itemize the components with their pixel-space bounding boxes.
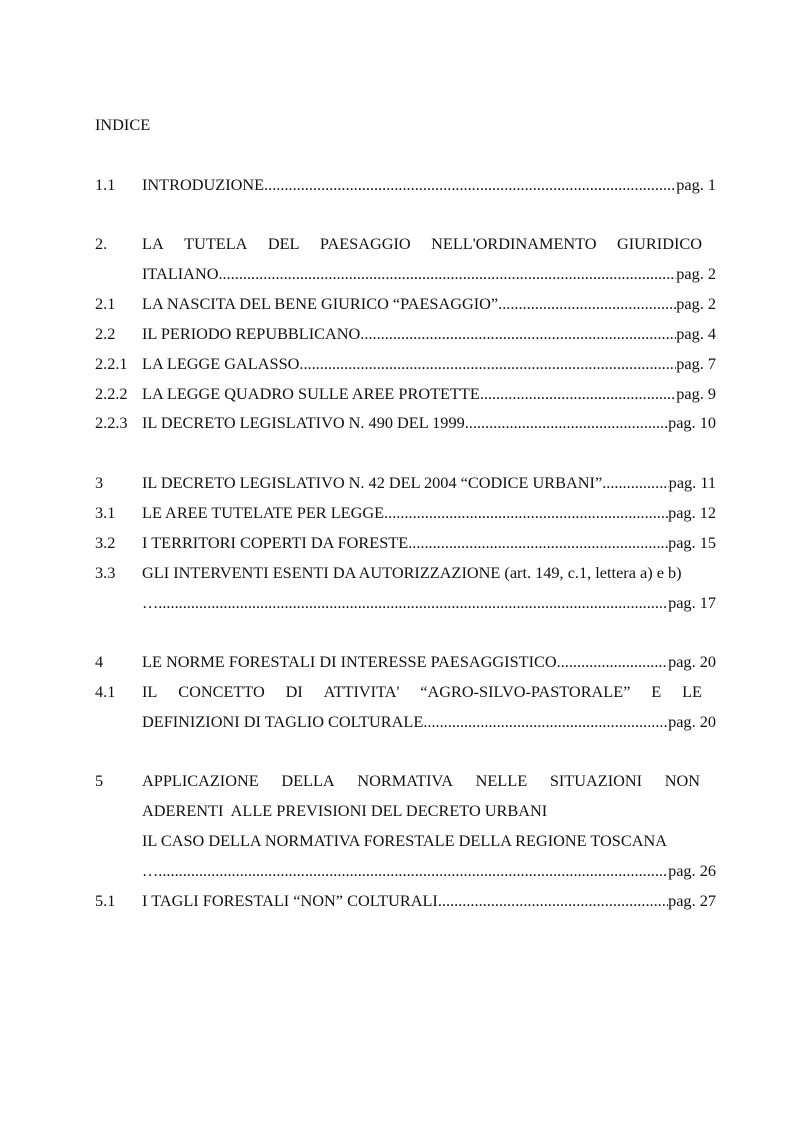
heading-word: DEL [267,234,300,253]
heading-word: PAESAGGIO [319,234,411,253]
toc-entry [95,383,716,405]
toc-entry [95,592,716,614]
entry-number: 4.1 [95,682,116,701]
heading-word: NORMATIVA [357,771,453,790]
heading-word: TUTELA [184,234,248,253]
entry-page: pag. 2 [676,294,716,313]
entry-page: pag. 1 [676,175,716,194]
leader-dots [264,174,676,196]
entry-number: 3.3 [95,563,116,582]
heading-word: “AGRO-SILVO-PASTORALE” [420,682,631,701]
entry-label: IL DECRETO LEGISLATIVO N. 490 DEL 1999 [142,413,465,432]
entry-label: IL PERIODO REPUBBLICANO [142,324,361,343]
entry-page: pag. 11 [668,473,716,492]
leader-dots [498,293,676,315]
heading-word: DI [285,682,303,701]
toc-entry [95,532,716,554]
entry-heading [142,770,700,792]
entry-page: pag. 20 [668,652,716,671]
entry-number: 3.1 [95,503,116,522]
entry-label: … [142,861,159,880]
entry-label: LE NORME FORESTALI DI INTERESSE PAESAGGISTICO [142,652,557,671]
heading-word: ATTIVITA' [323,682,400,701]
heading-word: SITUAZIONI [549,771,643,790]
entry-number: 5 [95,771,104,790]
toc-entry-subheading [95,830,716,852]
entry-page: pag. 4 [676,324,716,343]
entry-number: 2.2 [95,324,116,343]
leader-dots [423,711,668,733]
leader-dots [360,323,676,345]
entry-text [142,263,716,285]
leader-dots [384,502,668,524]
leader-dots [480,383,676,405]
entry-text [142,174,716,196]
entry-text [142,293,716,315]
entry-label: LE AREE TUTELATE PER LEGGE [142,503,385,522]
toc-entry-subheading [95,800,716,822]
heading-word: E [651,682,662,701]
heading-word: DELLA [281,771,335,790]
entry-page: pag. 17 [668,593,716,612]
heading-word: NELLE [475,771,528,790]
toc-entry [95,472,716,494]
leader-dots [465,412,668,434]
leader-dots [602,472,668,494]
entry-text [142,383,716,405]
toc-entry-heading [95,233,716,255]
toc-entry [95,502,716,524]
entry-heading [142,681,702,703]
entry-number: 2.2.2 [95,384,128,403]
entry-text [142,890,716,912]
entry-page: pag. 26 [668,861,716,880]
entry-text [142,412,716,434]
entry-label: I TAGLI FORESTALI “NON” COLTURALI [142,891,438,910]
entry-page: pag. 9 [676,384,716,403]
entry-number: 1.1 [95,175,116,194]
toc-entry [95,353,716,375]
entry-number: 2.2.1 [95,354,128,373]
entry-text [142,860,716,882]
heading-word: NON [664,771,700,790]
page-title: INDICE [95,115,151,134]
entry-label: … [142,593,159,612]
toc-entry [95,651,716,673]
leader-dots [299,353,676,375]
toc-entry [95,263,716,285]
entry-number: 3.2 [95,533,116,552]
heading-word: CONCETTO [178,682,265,701]
toc-entry-heading [95,770,716,792]
heading-word: LE [682,682,702,701]
entry-label: ITALIANO [142,264,219,283]
heading-word: IL [142,682,158,701]
entry-label: INTRODUZIONE [142,175,265,194]
entry-text [142,353,716,375]
entry-number: 2.1 [95,294,116,313]
entry-text [142,323,716,345]
entry-label: IL DECRETO LEGISLATIVO N. 42 DEL 2004 “CODICE URBANI” [142,473,603,492]
entry-page: pag. 10 [668,413,716,432]
leader-dots [557,651,668,673]
toc-entry [95,890,716,912]
leader-dots [158,860,668,882]
entry-page: pag. 7 [676,354,716,373]
toc-entry [95,174,716,196]
entry-text [142,592,716,614]
entry-text [142,651,716,673]
heading-word: GIURIDICO [616,234,702,253]
toc-entry [95,293,716,315]
entry-text [142,502,716,524]
entry-page: pag. 27 [668,891,716,910]
entry-label: DEFINIZIONI DI TAGLIO COLTURALE [142,712,424,731]
entry-page: pag. 12 [668,503,716,522]
entry-page: pag. 20 [668,712,716,731]
entry-label: I TERRITORI COPERTI DA FORESTE [142,533,409,552]
entry-label: LA LEGGE GALASSO [142,354,300,373]
entry-label: LA NASCITA DEL BENE GIURICO “PAESAGGIO” [142,294,499,313]
entry-text [142,711,716,733]
entry-number: 5.1 [95,891,116,910]
toc-entry [95,711,716,733]
entry-label: LA LEGGE QUADRO SULLE AREE PROTETTE [142,384,480,403]
toc-entry [95,412,716,434]
entry-text [142,472,716,494]
leader-dots [158,592,668,614]
leader-dots [408,532,668,554]
entry-number: 4 [95,652,104,671]
toc-entry-heading [95,562,716,584]
entry-subheading: IL CASO DELLA NORMATIVA FORESTALE DELLA REGIONE TOSCANA [142,831,667,850]
toc-entry [95,323,716,345]
entry-subheading: ADERENTI ALLE PREVISIONI DEL DECRETO URBANI [142,801,548,820]
heading-word: LA [142,234,164,253]
toc-entry [95,860,716,882]
leader-dots [218,263,676,285]
toc-entry-heading [95,681,716,703]
entry-number: 2.2.3 [95,413,128,432]
entry-number: 3 [95,473,104,492]
heading-word: APPLICAZIONE [142,771,259,790]
heading-word: NELL'ORDINAMENTO [431,234,597,253]
entry-heading: GLI INTERVENTI ESENTI DA AUTORIZZAZIONE (art. 149, c.1, lettera a) e b) [142,563,682,582]
entry-number: 2. [95,234,108,253]
entry-page: pag. 2 [676,264,716,283]
entry-text [142,532,716,554]
entry-page: pag. 15 [668,533,716,552]
entry-heading [142,233,702,255]
leader-dots [438,890,668,912]
